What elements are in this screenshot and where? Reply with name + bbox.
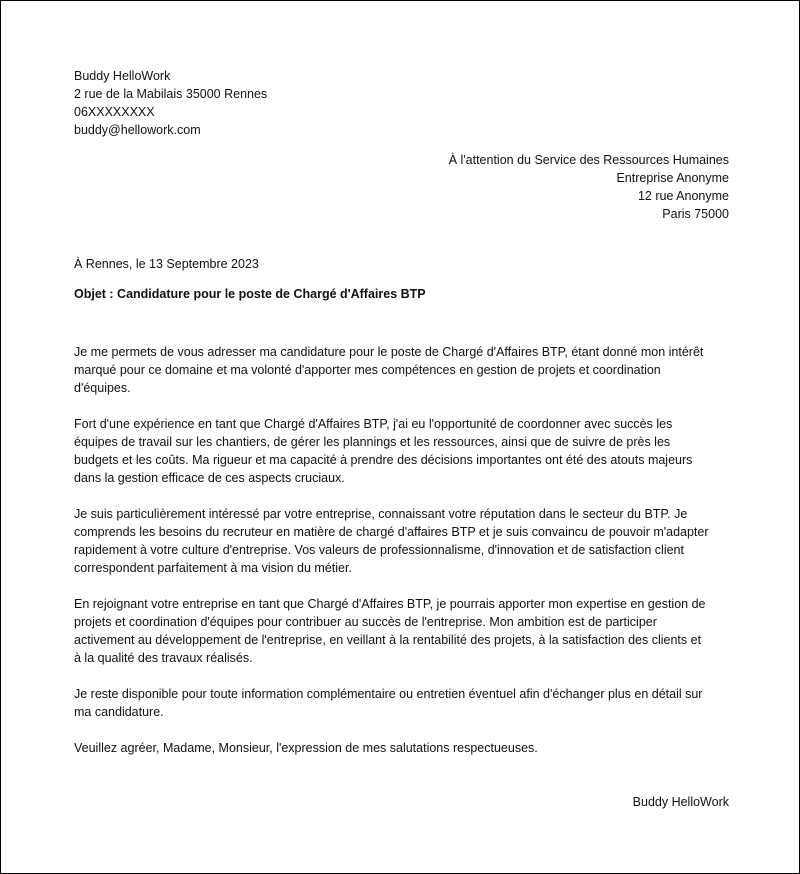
paragraph-line: d'équipes. [74, 381, 131, 395]
paragraph-line: ma candidature. [74, 705, 164, 719]
letter-body [74, 343, 729, 775]
paragraph-line: rapidement à votre culture d'entreprise. Vos valeurs de professionnalisme, d'innovation et de satisfaction client [74, 543, 684, 557]
body-paragraph [74, 505, 729, 577]
paragraph-line: Je reste disponible pour toute information complémentaire ou entretien éventuel afin d'échanger plus en détail sur [74, 687, 703, 701]
paragraph-line: marqué pour ce domaine et ma volonté d'apporter mes compétences en gestion de projets et coordination [74, 363, 661, 377]
date-line: À Rennes, le 13 Septembre 2023 [74, 257, 259, 271]
paragraph-line: comprends les besoins du recruteur en matière de chargé d'affaires BTP et je suis convaincu de pouvoir m'adapter [74, 525, 709, 539]
recipient-company: Entreprise Anonyme [616, 171, 729, 185]
paragraph-line: budgets et les coûts. Ma rigueur et ma capacité à prendre des décisions importantes ont été des atouts majeurs [74, 453, 693, 467]
body-paragraph [74, 595, 729, 667]
paragraph-line: En rejoignant votre entreprise en tant que Chargé d'Affaires BTP, je pourrais apporter mon expertise en gestion de [74, 597, 706, 611]
paragraph-line: dans la gestion efficace de ces aspects cruciaux. [74, 471, 345, 485]
paragraph-line: à la qualité des travaux réalisés. [74, 651, 253, 665]
paragraph-line: Fort d'une expérience en tant que Chargé d'Affaires BTP, j'ai eu l'opportunité de coordonner avec succès les [74, 417, 673, 431]
body-paragraph [74, 685, 729, 721]
signature: Buddy HelloWork [632, 795, 729, 809]
body-paragraph [74, 343, 729, 397]
closing-paragraph [74, 739, 729, 757]
paragraph-line: correspondent parfaitement à ma vision du métier. [74, 561, 352, 575]
body-paragraph [74, 415, 729, 487]
sender-phone: 06XXXXXXXX [74, 105, 155, 119]
paragraph-line: activement au développement de l'entreprise, en veillant à la rentabilité des projets, à la satisfaction des clients et [74, 633, 702, 647]
paragraph-line: Je suis particulièrement intéressé par votre entreprise, connaissant votre réputation dans le secteur du BTP. Je [74, 507, 688, 521]
sender-email: buddy@hellowork.com [74, 123, 201, 137]
sender-block [74, 67, 729, 139]
paragraph-line: Veuillez agréer, Madame, Monsieur, l'expression de mes salutations respectueuses. [74, 741, 538, 755]
paragraph-line: Je me permets de vous adresser ma candidature pour le poste de Chargé d'Affaires BTP, étant donné mon intérêt [74, 345, 704, 359]
recipient-street: 12 rue Anonyme [637, 189, 729, 203]
subject-line: Objet : Candidature pour le poste de Chargé d'Affaires BTP [74, 287, 426, 301]
sender-name: Buddy HelloWork [74, 69, 171, 83]
recipient-block [74, 151, 729, 223]
recipient-attention: À l'attention du Service des Ressources Humaines [448, 153, 729, 167]
sender-address: 2 rue de la Mabilais 35000 Rennes [74, 87, 268, 101]
paragraph-line: équipes de travail sur les chantiers, de gérer les plannings et les ressources, ainsi que de suivre de près les [74, 435, 671, 449]
paragraph-line: projets et coordination d'équipes pour contribuer au succès de l'entreprise. Mon ambition est de participer [74, 615, 657, 629]
recipient-city: Paris 75000 [662, 207, 729, 221]
